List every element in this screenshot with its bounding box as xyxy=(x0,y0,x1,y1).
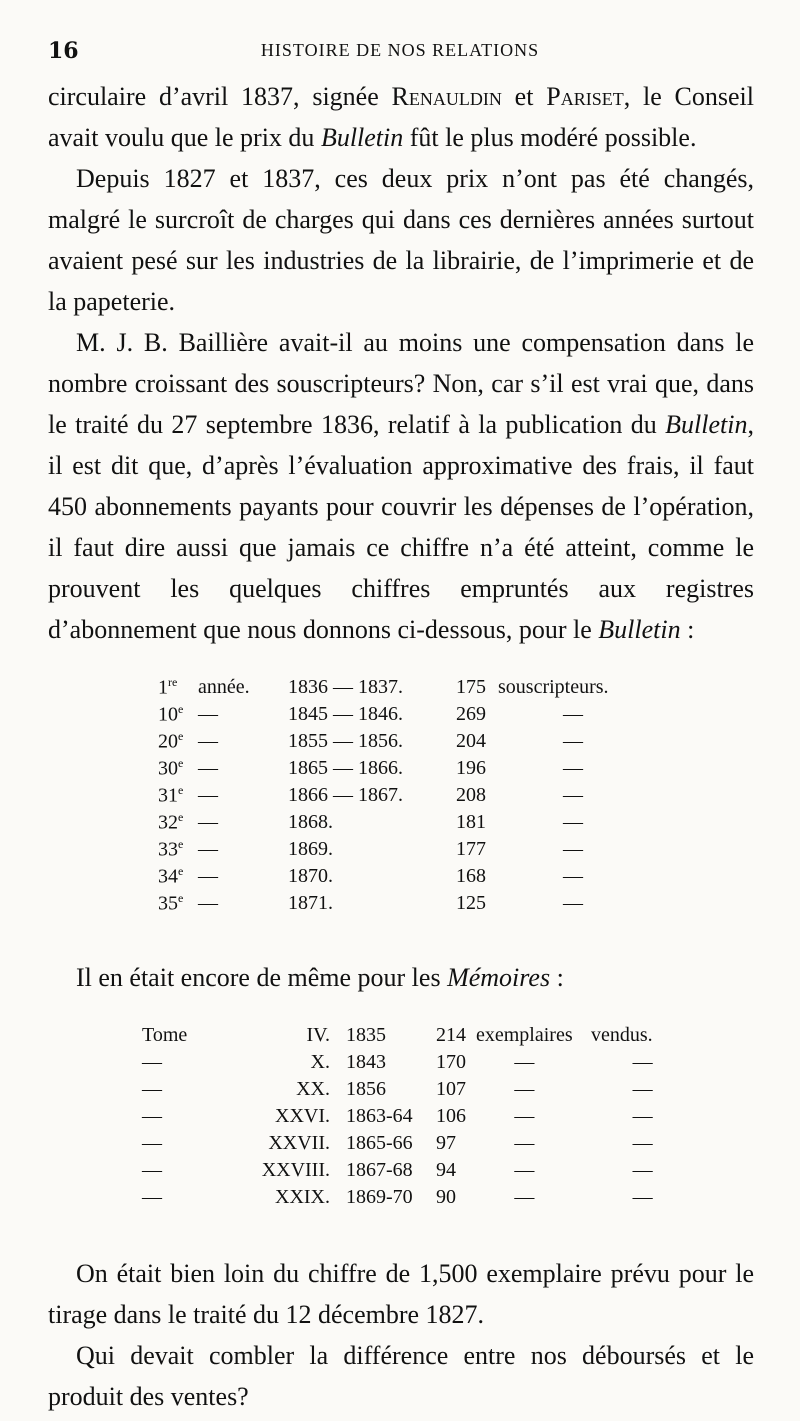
year-cell: 1867-68 xyxy=(346,1159,413,1181)
tome-cell: — xyxy=(142,1186,162,1208)
memoires-intro-italic: Mémoires xyxy=(447,963,551,992)
count-cell: 168 xyxy=(456,865,486,887)
unit-cell: — xyxy=(514,1159,535,1181)
closing-paragraph-2: Qui devait combler la différence entre nos déboursés et le produit des ventes? xyxy=(48,1341,754,1411)
year-cell: 1856 xyxy=(346,1078,386,1100)
rank-suffix: e xyxy=(178,837,184,852)
label-cell: — xyxy=(198,811,218,833)
years-cell: 1868. xyxy=(288,811,333,833)
unit2-cell: — xyxy=(632,1186,653,1208)
count-cell: 106 xyxy=(436,1105,466,1127)
label-cell: — xyxy=(198,703,218,725)
unit-cell: — xyxy=(563,838,583,860)
rank-suffix: e xyxy=(178,702,184,717)
count-cell: 107 xyxy=(436,1078,466,1100)
years-cell: 1855 — 1856. xyxy=(288,730,403,752)
table-row xyxy=(142,1076,653,1103)
years-cell: 1836 — 1837. xyxy=(288,676,403,698)
count-cell: 170 xyxy=(436,1051,466,1073)
rank-cell xyxy=(158,755,198,782)
rank-number: 34 xyxy=(158,865,178,888)
unit-cell: souscripteurs. xyxy=(498,676,609,698)
rank-cell xyxy=(158,890,198,917)
count-cell: 97 xyxy=(436,1132,456,1154)
page-header xyxy=(48,38,752,66)
memoires-intro-end: : xyxy=(550,963,564,992)
unit2-cell: — xyxy=(632,1051,653,1073)
label-cell: — xyxy=(198,730,218,752)
volume-cell: XXVII. xyxy=(268,1132,330,1154)
unit-cell: — xyxy=(514,1078,535,1100)
unit-cell: — xyxy=(563,892,583,914)
text-run: M. J. B. Baillière avait-il au moins une compensation dans le nombre croissant des souscripteurs? Non, car s’il est vrai que, dans le traité du 27 septembre 1836, relatif à la publication du xyxy=(48,328,754,439)
rank-cell xyxy=(158,701,198,728)
text-run: Depuis 1827 et 1837, ces deux prix n’ont pas été changés, malgré le surcroît de charges qui dans ces dernières années surtout avaient pesé sur les industries de la librairie, de l’imprimerie et de la papeterie. xyxy=(48,164,754,316)
memoires-table xyxy=(142,1022,653,1211)
volume-cell: XXVI. xyxy=(275,1105,330,1127)
rank-cell xyxy=(158,782,198,809)
volume-cell: IV. xyxy=(306,1024,330,1046)
text-run: Bulletin xyxy=(665,410,748,439)
unit-cell: — xyxy=(563,730,583,752)
year-cell: 1869-70 xyxy=(346,1186,413,1208)
rank-suffix: e xyxy=(178,783,184,798)
closing-paragraph-1: On était bien loin du chiffre de 1,500 exemplaire prévu pour le tirage dans le traité du 12 décembre 1827. xyxy=(48,1259,754,1329)
text-run: Bulletin xyxy=(598,615,681,644)
table-row xyxy=(142,1130,653,1157)
count-cell: 90 xyxy=(436,1186,456,1208)
text-run: , il est dit que, d’après l’évaluation approximative des frais, il faut 450 abonnements payants pour couvrir les dépenses de l’opération, il faut dire aussi que jamais ce chiffre n’a été atteint, comme le prouvent les quelques chiffres empruntés aux registres d’abonnement que nous donnons ci-dessous, pour le xyxy=(48,410,754,644)
paragraph-1 xyxy=(48,76,754,158)
rank-suffix: re xyxy=(168,675,178,690)
page-number: 16 xyxy=(48,38,79,64)
year-cell: 1835 xyxy=(346,1024,386,1046)
rank-suffix: e xyxy=(178,810,184,825)
tome-cell: — xyxy=(142,1078,162,1100)
text-run: , le Conseil avait voulu que le prix du xyxy=(48,82,754,152)
rank-number: 30 xyxy=(158,757,178,780)
unit-cell: — xyxy=(514,1105,535,1127)
table-row xyxy=(158,728,648,755)
table-row xyxy=(158,755,648,782)
count-cell: 204 xyxy=(456,730,486,752)
count-cell: 125 xyxy=(456,892,486,914)
table-row xyxy=(158,836,648,863)
table-row xyxy=(158,809,648,836)
table-row xyxy=(142,1022,653,1049)
unit2-cell: — xyxy=(632,1132,653,1154)
count-cell: 175 xyxy=(456,676,486,698)
count-cell: 208 xyxy=(456,784,486,806)
label-cell: année. xyxy=(198,676,250,698)
text-run: : xyxy=(680,615,695,644)
rank-number: 33 xyxy=(158,838,178,861)
unit-cell: exemplaires xyxy=(476,1024,573,1046)
text-run: Pariset xyxy=(546,82,624,111)
rank-number: 32 xyxy=(158,811,178,834)
count-cell: 196 xyxy=(456,757,486,779)
rank-number: 20 xyxy=(158,730,178,753)
label-cell: — xyxy=(198,757,218,779)
unit2-cell: vendus. xyxy=(590,1024,653,1046)
years-cell: 1866 — 1867. xyxy=(288,784,403,806)
years-cell: 1845 — 1846. xyxy=(288,703,403,725)
rank-cell xyxy=(158,809,198,836)
unit2-cell: — xyxy=(632,1159,653,1181)
text-run: Renauldin xyxy=(391,82,502,111)
count-cell: 269 xyxy=(456,703,486,725)
unit2-cell: — xyxy=(632,1105,653,1127)
label-cell: — xyxy=(198,838,218,860)
years-cell: 1870. xyxy=(288,865,333,887)
count-cell: 214 xyxy=(436,1024,466,1046)
rank-cell xyxy=(158,728,198,755)
memoires-intro-text: Il en était encore de même pour les xyxy=(76,963,448,992)
rank-number: 35 xyxy=(158,892,178,915)
unit-cell: — xyxy=(563,811,583,833)
tome-cell: Tome xyxy=(142,1024,188,1046)
table-row xyxy=(158,701,648,728)
rank-suffix: e xyxy=(178,756,184,771)
volume-cell: XXVIII. xyxy=(261,1159,330,1181)
table-row xyxy=(142,1157,653,1184)
unit-cell: — xyxy=(514,1186,535,1208)
volume-cell: XXIX. xyxy=(275,1186,330,1208)
unit-cell: — xyxy=(563,865,583,887)
label-cell: — xyxy=(198,784,218,806)
rank-cell xyxy=(158,863,198,890)
unit-cell: — xyxy=(514,1051,535,1073)
subscribers-table xyxy=(158,674,648,917)
unit-cell: — xyxy=(514,1132,535,1154)
paragraph-3 xyxy=(48,322,754,650)
volume-cell: X. xyxy=(310,1051,330,1073)
count-cell: 94 xyxy=(436,1159,456,1181)
rank-number: 10 xyxy=(158,703,178,726)
count-cell: 177 xyxy=(456,838,486,860)
label-cell: — xyxy=(198,892,218,914)
unit-cell: — xyxy=(563,757,583,779)
running-title: HISTOIRE DE NOS RELATIONS xyxy=(260,40,540,60)
count-cell: 181 xyxy=(456,811,486,833)
unit-cell: — xyxy=(563,703,583,725)
text-run: et xyxy=(501,82,547,111)
rank-number: 1 xyxy=(158,676,168,699)
rank-cell xyxy=(158,836,198,863)
unit-cell: — xyxy=(563,784,583,806)
tome-cell: — xyxy=(142,1132,162,1154)
paragraph-2 xyxy=(48,158,754,322)
page-body xyxy=(48,76,754,1417)
volume-cell: XX. xyxy=(296,1078,330,1100)
tome-cell: — xyxy=(142,1051,162,1073)
text-run: circulaire d’avril 1837, signée xyxy=(48,82,392,111)
table-row xyxy=(142,1049,653,1076)
memoires-intro xyxy=(48,957,754,998)
rank-cell xyxy=(158,674,198,701)
year-cell: 1843 xyxy=(346,1051,386,1073)
rank-suffix: e xyxy=(178,864,184,879)
table-row xyxy=(158,890,648,917)
year-cell: 1865-66 xyxy=(346,1132,413,1154)
rank-suffix: e xyxy=(178,729,184,744)
table-row xyxy=(142,1103,653,1130)
table-row xyxy=(158,863,648,890)
table-row xyxy=(142,1184,653,1211)
rank-suffix: e xyxy=(178,891,184,906)
years-cell: 1865 — 1866. xyxy=(288,757,403,779)
unit2-cell: — xyxy=(632,1078,653,1100)
text-run: Bulletin xyxy=(320,123,404,152)
years-cell: 1869. xyxy=(288,838,333,860)
tome-cell: — xyxy=(142,1105,162,1127)
years-cell: 1871. xyxy=(288,892,333,914)
table-row xyxy=(158,782,648,809)
text-run: fût le plus modéré possible. xyxy=(403,123,697,152)
year-cell: 1863-64 xyxy=(346,1105,413,1127)
label-cell: — xyxy=(198,865,218,887)
table-row xyxy=(158,674,648,701)
rank-number: 31 xyxy=(158,784,178,807)
tome-cell: — xyxy=(142,1159,162,1181)
